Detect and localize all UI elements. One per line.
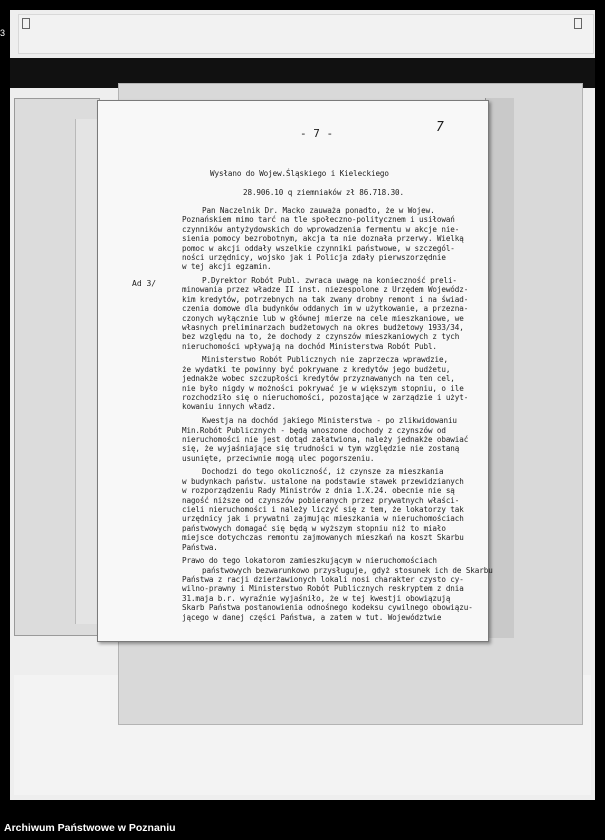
text-line: bez względu na to, że dochody z czynszów mieszkaniowych z tych xyxy=(182,332,460,342)
text-line: usunięte, przeciwnie mogą ulec pogorszeniu. xyxy=(182,453,375,463)
text-line: państwowych bezwarunkowo przysługuje, gdyż stosunek ich de Skarbu xyxy=(202,565,493,575)
text-line: 28.906.10 q ziemniaków zł 86.718.30. xyxy=(243,188,404,198)
back-sheet-edge xyxy=(485,98,514,638)
text-line: nieruchomości wpływają na dochód Ministerstwa Robót Publ. xyxy=(182,341,437,351)
text-line: Prawo do tego lokatorom zamieszkującym w nieruchomościach xyxy=(182,556,437,566)
text-line: ności urzędnicy, wojsko jak i Policja zdały pierwszorzędnie xyxy=(182,253,446,263)
text-line: Ministerstwo Robót Publicznych nie zaprzecza wprawdzie, xyxy=(202,355,448,365)
text-line: czenia domowe dla budynków oddanych im w użytkowanie, a przezna- xyxy=(182,304,469,314)
text-line: jednakże wobec szczupłości kredytów przyznawanych na ten cel, xyxy=(182,374,455,384)
text-line: 31.maja b.r. wyraźnie wyjaśniło, że w tej kwestji obowiązują xyxy=(182,593,451,603)
document-page xyxy=(97,100,493,642)
text-line: miejsce dotychczas remontu zajmowanych mieszkań na koszt Skarbu xyxy=(182,533,464,543)
text-line: nie było nigdy w możności pokrywać je w większym stopniu, o ile xyxy=(182,383,464,393)
text-line: że wydatki te powinny być pokrywane z kredytów jego budżetu, xyxy=(182,364,451,374)
text-line: minowania przez władze II inst. niezespolone z Urzędem Wojewódz- xyxy=(182,285,469,295)
text-line: wilno-prawny i Ministerstwo Robót Publicznych reskryptem z dnia xyxy=(182,584,464,594)
text-line: pomoc w akcji oddały wszelkie czynniki państwowe, w szczegól- xyxy=(182,243,455,253)
page-number: - 7 - xyxy=(300,127,334,140)
text-line: sienia pomocy bezrobotnym, akcja ta nie doznała przerwy. Wielką xyxy=(182,234,464,244)
text-line: cieli nieruchomości i należy liczyć się z tem, że lokatorzy tak xyxy=(182,504,464,514)
text-line: Pan Naczelnik Dr. Macko zauważa ponadto, że w Wojew. xyxy=(202,206,435,216)
text-line: kim kredytów, potrzebnych na tak zwany drobny remont i na świad- xyxy=(182,294,469,304)
text-line: Państwa z racji dzierżawionych lokali nosi charakter czysto cy- xyxy=(182,574,464,584)
text-line: rozchodziło się o nieruchomości, pozostające w zarządzie i użyt- xyxy=(182,393,469,403)
text-line: urzędnicy jak i prywatni zajmując mieszkania w nieruchomościach xyxy=(182,514,464,524)
text-line: państwowych domagać się będą w wyższym stopniu niż to miało xyxy=(182,523,446,533)
text-line: w rozporządzeniu Rady Ministrów z dnia 1.X.24. obecnie nie są xyxy=(182,486,455,496)
text-line: Wysłano do Wojew.Śląskiego i Kieleckiego xyxy=(210,169,389,178)
text-line: własnych preliminarzach budżetowych na okres budżetowy 1933/34, xyxy=(182,323,464,333)
text-line: w tej akcji egzamin. xyxy=(182,262,272,272)
text-line: Kwestja na dochód jakiego Ministerstwa - po zlikwidowaniu xyxy=(202,416,457,426)
text-line: czonych wyłącznie lub w głównej mierze na cele mieszkaniowe, we xyxy=(182,313,464,323)
text-line: Dochodzi do tego okoliczność, iż czynsze za mieszkania xyxy=(202,467,444,477)
archive-footer: Archiwum Państwowe w Poznaniu xyxy=(4,822,176,834)
text-line: jącego w danej części Państwa, a zatem w tut. Województwie xyxy=(182,612,442,622)
text-line: P.Dyrektor Robót Publ. zwraca uwagę na konieczność preli- xyxy=(202,276,457,286)
text-line: nagość niższe od czynszów pobieranych przez prywatnych właści- xyxy=(182,495,460,505)
handwritten-page-number: 7 xyxy=(436,120,444,135)
text-line: Poznańskiem mimo tarć na tle społeczno-politycznem i usiłowań xyxy=(182,215,455,225)
text-line: czynników antyżydowskich do wprowadzenia fermentu w akcje nie- xyxy=(182,224,460,234)
text-line: kowaniu innych władz. xyxy=(182,402,276,412)
text-line: Państwa. xyxy=(182,542,218,552)
text-line: się, że wyjaśniające się trudności w tym względzie nie zostaną xyxy=(182,444,460,454)
corner-marker-icon xyxy=(22,18,30,29)
corner-marker-icon xyxy=(574,18,582,29)
text-line: nieruchomości nie jest dotąd załatwiona, należy jednakże obawiać xyxy=(182,434,469,444)
left-folder-card xyxy=(14,98,100,636)
text-line: w budynkach państw. ustalone na podstawie stawek przewidzianych xyxy=(182,476,464,486)
text-line: Min.Robót Publicznych - będą wnoszone dochody z czynszów od xyxy=(182,425,446,435)
text-line: Skarb Państwa postanowienia odnośnego kodeksu cywilnego obowiązu- xyxy=(182,603,473,613)
margin-label: Ad 3/ xyxy=(132,279,157,288)
top-paper-strip xyxy=(18,14,594,54)
corner-number: 3 xyxy=(0,28,6,38)
